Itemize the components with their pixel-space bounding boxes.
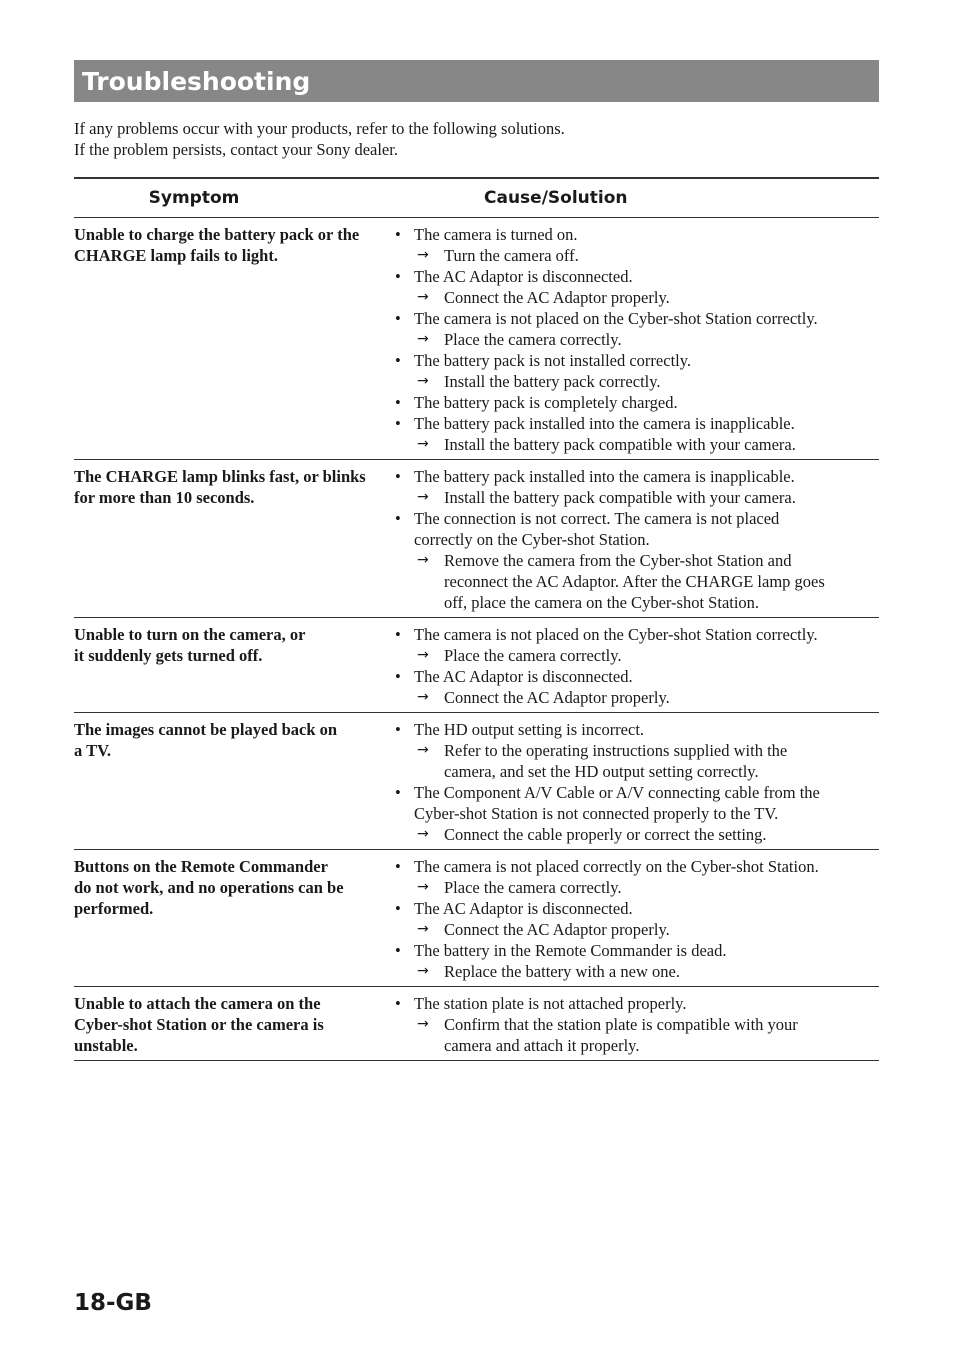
bullet-icon: • xyxy=(395,625,401,644)
solution-text: Refer to the operating instructions supplied with the xyxy=(444,741,788,760)
solution-text: Place the camera correctly. xyxy=(444,878,622,897)
solution-text: off, place the camera on the Cyber-shot Station. xyxy=(444,593,760,612)
solution-text: Connect the AC Adaptor properly. xyxy=(444,288,670,307)
solution-text: Install the battery pack correctly. xyxy=(444,372,661,391)
arrow-right-icon: → xyxy=(417,331,429,347)
symptom-cell xyxy=(74,466,390,613)
arrow-right-icon: → xyxy=(417,689,429,705)
bullet-icon: • xyxy=(395,509,401,528)
arrow-right-icon: → xyxy=(417,552,429,568)
arrow-right-icon: → xyxy=(417,826,429,842)
cause-text: The battery pack installed into the camera is inapplicable. xyxy=(414,414,795,433)
bullet-icon: • xyxy=(395,414,401,433)
solution-text: Place the camera correctly. xyxy=(444,646,622,665)
symptom-cell xyxy=(74,624,390,708)
cause-item xyxy=(390,266,879,287)
solution-text: Confirm that the station plate is compatible with your xyxy=(444,1015,798,1034)
arrow-right-icon: → xyxy=(417,373,429,389)
solution-text: Connect the AC Adaptor properly. xyxy=(444,688,670,707)
cause-text: The AC Adaptor is disconnected. xyxy=(414,667,633,686)
cause-item xyxy=(390,350,879,371)
symptom-line: do not work, and no operations can be xyxy=(74,878,344,897)
symptom-line: a TV. xyxy=(74,741,111,760)
cause-text: The connection is not correct. The camera is not placed xyxy=(414,509,780,528)
solution-text: camera and attach it properly. xyxy=(444,1036,640,1055)
column-header-symptom: Symptom xyxy=(148,188,240,208)
cause-text: The camera is not placed on the Cyber-shot Station correctly. xyxy=(414,309,818,328)
arrow-right-icon: → xyxy=(417,742,429,758)
cause-text: The battery in the Remote Commander is dead. xyxy=(414,941,727,960)
bullet-icon: • xyxy=(395,351,401,370)
bullet-icon: • xyxy=(395,720,401,739)
cause-item xyxy=(390,508,879,550)
solution-item xyxy=(390,487,879,508)
arrow-right-icon: → xyxy=(417,921,429,937)
arrow-right-icon: → xyxy=(417,489,429,505)
cause-solution-cell xyxy=(390,856,879,982)
solution-item xyxy=(390,434,879,455)
table-header xyxy=(74,179,879,218)
solution-item xyxy=(390,687,879,708)
cause-text: The Component A/V Cable or A/V connecting cable from the xyxy=(414,783,820,802)
solution-item xyxy=(390,824,879,845)
table-row xyxy=(74,987,879,1061)
solution-item xyxy=(390,1014,879,1056)
cause-text: The battery pack is not installed correctly. xyxy=(414,351,692,370)
symptom-line: Unable to charge the battery pack or the xyxy=(74,225,360,244)
table-row xyxy=(74,218,879,460)
cause-item xyxy=(390,224,879,245)
bullet-icon: • xyxy=(395,899,401,918)
bullet-icon: • xyxy=(395,267,401,286)
solution-text: Remove the camera from the Cyber-shot Station and xyxy=(444,551,792,570)
bullet-icon: • xyxy=(395,857,401,876)
cause-item xyxy=(390,782,879,824)
arrow-right-icon: → xyxy=(417,247,429,263)
bullet-icon: • xyxy=(395,225,401,244)
cause-item xyxy=(390,856,879,877)
symptom-line: The CHARGE lamp blinks fast, or blinks xyxy=(74,467,366,486)
bullet-icon: • xyxy=(395,783,401,802)
cause-text: The station plate is not attached properly. xyxy=(414,994,687,1013)
symptom-line: it suddenly gets turned off. xyxy=(74,646,263,665)
solution-item xyxy=(390,919,879,940)
solution-text: Install the battery pack compatible with your camera. xyxy=(444,435,796,454)
symptom-cell xyxy=(74,719,390,845)
table-row xyxy=(74,460,879,618)
table-row xyxy=(74,618,879,713)
solution-text: reconnect the AC Adaptor. After the CHARGE lamp goes xyxy=(444,572,825,591)
cause-text: The camera is not placed correctly on the Cyber-shot Station. xyxy=(414,857,819,876)
arrow-right-icon: → xyxy=(417,1016,429,1032)
solution-item xyxy=(390,371,879,392)
troubleshooting-table xyxy=(74,177,879,1061)
cause-text: The battery pack is completely charged. xyxy=(414,393,678,412)
symptom-line: CHARGE lamp fails to light. xyxy=(74,246,278,265)
cause-solution-cell xyxy=(390,466,879,613)
cause-solution-cell xyxy=(390,719,879,845)
bullet-icon: • xyxy=(395,309,401,328)
symptom-line: The images cannot be played back on xyxy=(74,720,338,739)
symptom-line: Buttons on the Remote Commander xyxy=(74,857,328,876)
bullet-icon: • xyxy=(395,994,401,1013)
solution-item xyxy=(390,245,879,266)
table-body xyxy=(74,218,879,1061)
solution-item xyxy=(390,740,879,782)
table-row xyxy=(74,713,879,850)
cause-item xyxy=(390,719,879,740)
cause-text: The camera is turned on. xyxy=(414,225,578,244)
intro-line-2: If the problem persists, contact your Sony dealer. xyxy=(74,140,398,159)
arrow-right-icon: → xyxy=(417,963,429,979)
cause-text: Cyber-shot Station is not connected properly to the TV. xyxy=(414,804,779,823)
solution-text: Install the battery pack compatible with your camera. xyxy=(444,488,796,507)
cause-item xyxy=(390,624,879,645)
cause-item xyxy=(390,466,879,487)
cause-solution-cell xyxy=(390,224,879,455)
arrow-right-icon: → xyxy=(417,647,429,663)
page-title: Troubleshooting xyxy=(82,66,311,96)
solution-text: Connect the AC Adaptor properly. xyxy=(444,920,670,939)
bullet-icon: • xyxy=(395,941,401,960)
solution-text: camera, and set the HD output setting correctly. xyxy=(444,762,759,781)
symptom-line: Unable to attach the camera on the xyxy=(74,994,321,1013)
intro-line-1: If any problems occur with your products, refer to the following solutions. xyxy=(74,119,565,138)
arrow-right-icon: → xyxy=(417,879,429,895)
cause-text: The camera is not placed on the Cyber-shot Station correctly. xyxy=(414,625,818,644)
cause-text: The battery pack installed into the camera is inapplicable. xyxy=(414,467,795,486)
cause-solution-cell xyxy=(390,624,879,708)
solution-item xyxy=(390,287,879,308)
solution-text: Place the camera correctly. xyxy=(444,330,622,349)
cause-text: The AC Adaptor is disconnected. xyxy=(414,267,633,286)
symptom-line: performed. xyxy=(74,899,154,918)
symptom-cell xyxy=(74,224,390,455)
bullet-icon: • xyxy=(395,393,401,412)
symptom-cell xyxy=(74,856,390,982)
cause-item xyxy=(390,666,879,687)
solution-item xyxy=(390,329,879,350)
solution-text: Replace the battery with a new one. xyxy=(444,962,680,981)
solution-item xyxy=(390,550,879,613)
intro-text xyxy=(74,118,879,160)
page-number: 18-GB xyxy=(74,1290,152,1316)
cause-solution-cell xyxy=(390,993,879,1056)
cause-text: correctly on the Cyber-shot Station. xyxy=(414,530,650,549)
symptom-line: unstable. xyxy=(74,1036,138,1055)
section-header xyxy=(74,60,879,102)
table-row xyxy=(74,850,879,987)
symptom-cell xyxy=(74,993,390,1056)
solution-text: Turn the camera off. xyxy=(444,246,579,265)
cause-text: The AC Adaptor is disconnected. xyxy=(414,899,633,918)
symptom-line: for more than 10 seconds. xyxy=(74,488,255,507)
symptom-line: Cyber-shot Station or the camera is xyxy=(74,1015,324,1034)
arrow-right-icon: → xyxy=(417,289,429,305)
bullet-icon: • xyxy=(395,667,401,686)
cause-item xyxy=(390,940,879,961)
solution-item xyxy=(390,645,879,666)
solution-item xyxy=(390,961,879,982)
cause-item xyxy=(390,392,879,413)
column-header-cause-solution: Cause/Solution xyxy=(484,188,628,208)
symptom-line: Unable to turn on the camera, or xyxy=(74,625,306,644)
cause-item xyxy=(390,898,879,919)
bullet-icon: • xyxy=(395,467,401,486)
cause-item xyxy=(390,993,879,1014)
solution-text: Connect the cable properly or correct the setting. xyxy=(444,825,767,844)
solution-item xyxy=(390,877,879,898)
cause-text: The HD output setting is incorrect. xyxy=(414,720,645,739)
arrow-right-icon: → xyxy=(417,436,429,452)
cause-item xyxy=(390,308,879,329)
cause-item xyxy=(390,413,879,434)
